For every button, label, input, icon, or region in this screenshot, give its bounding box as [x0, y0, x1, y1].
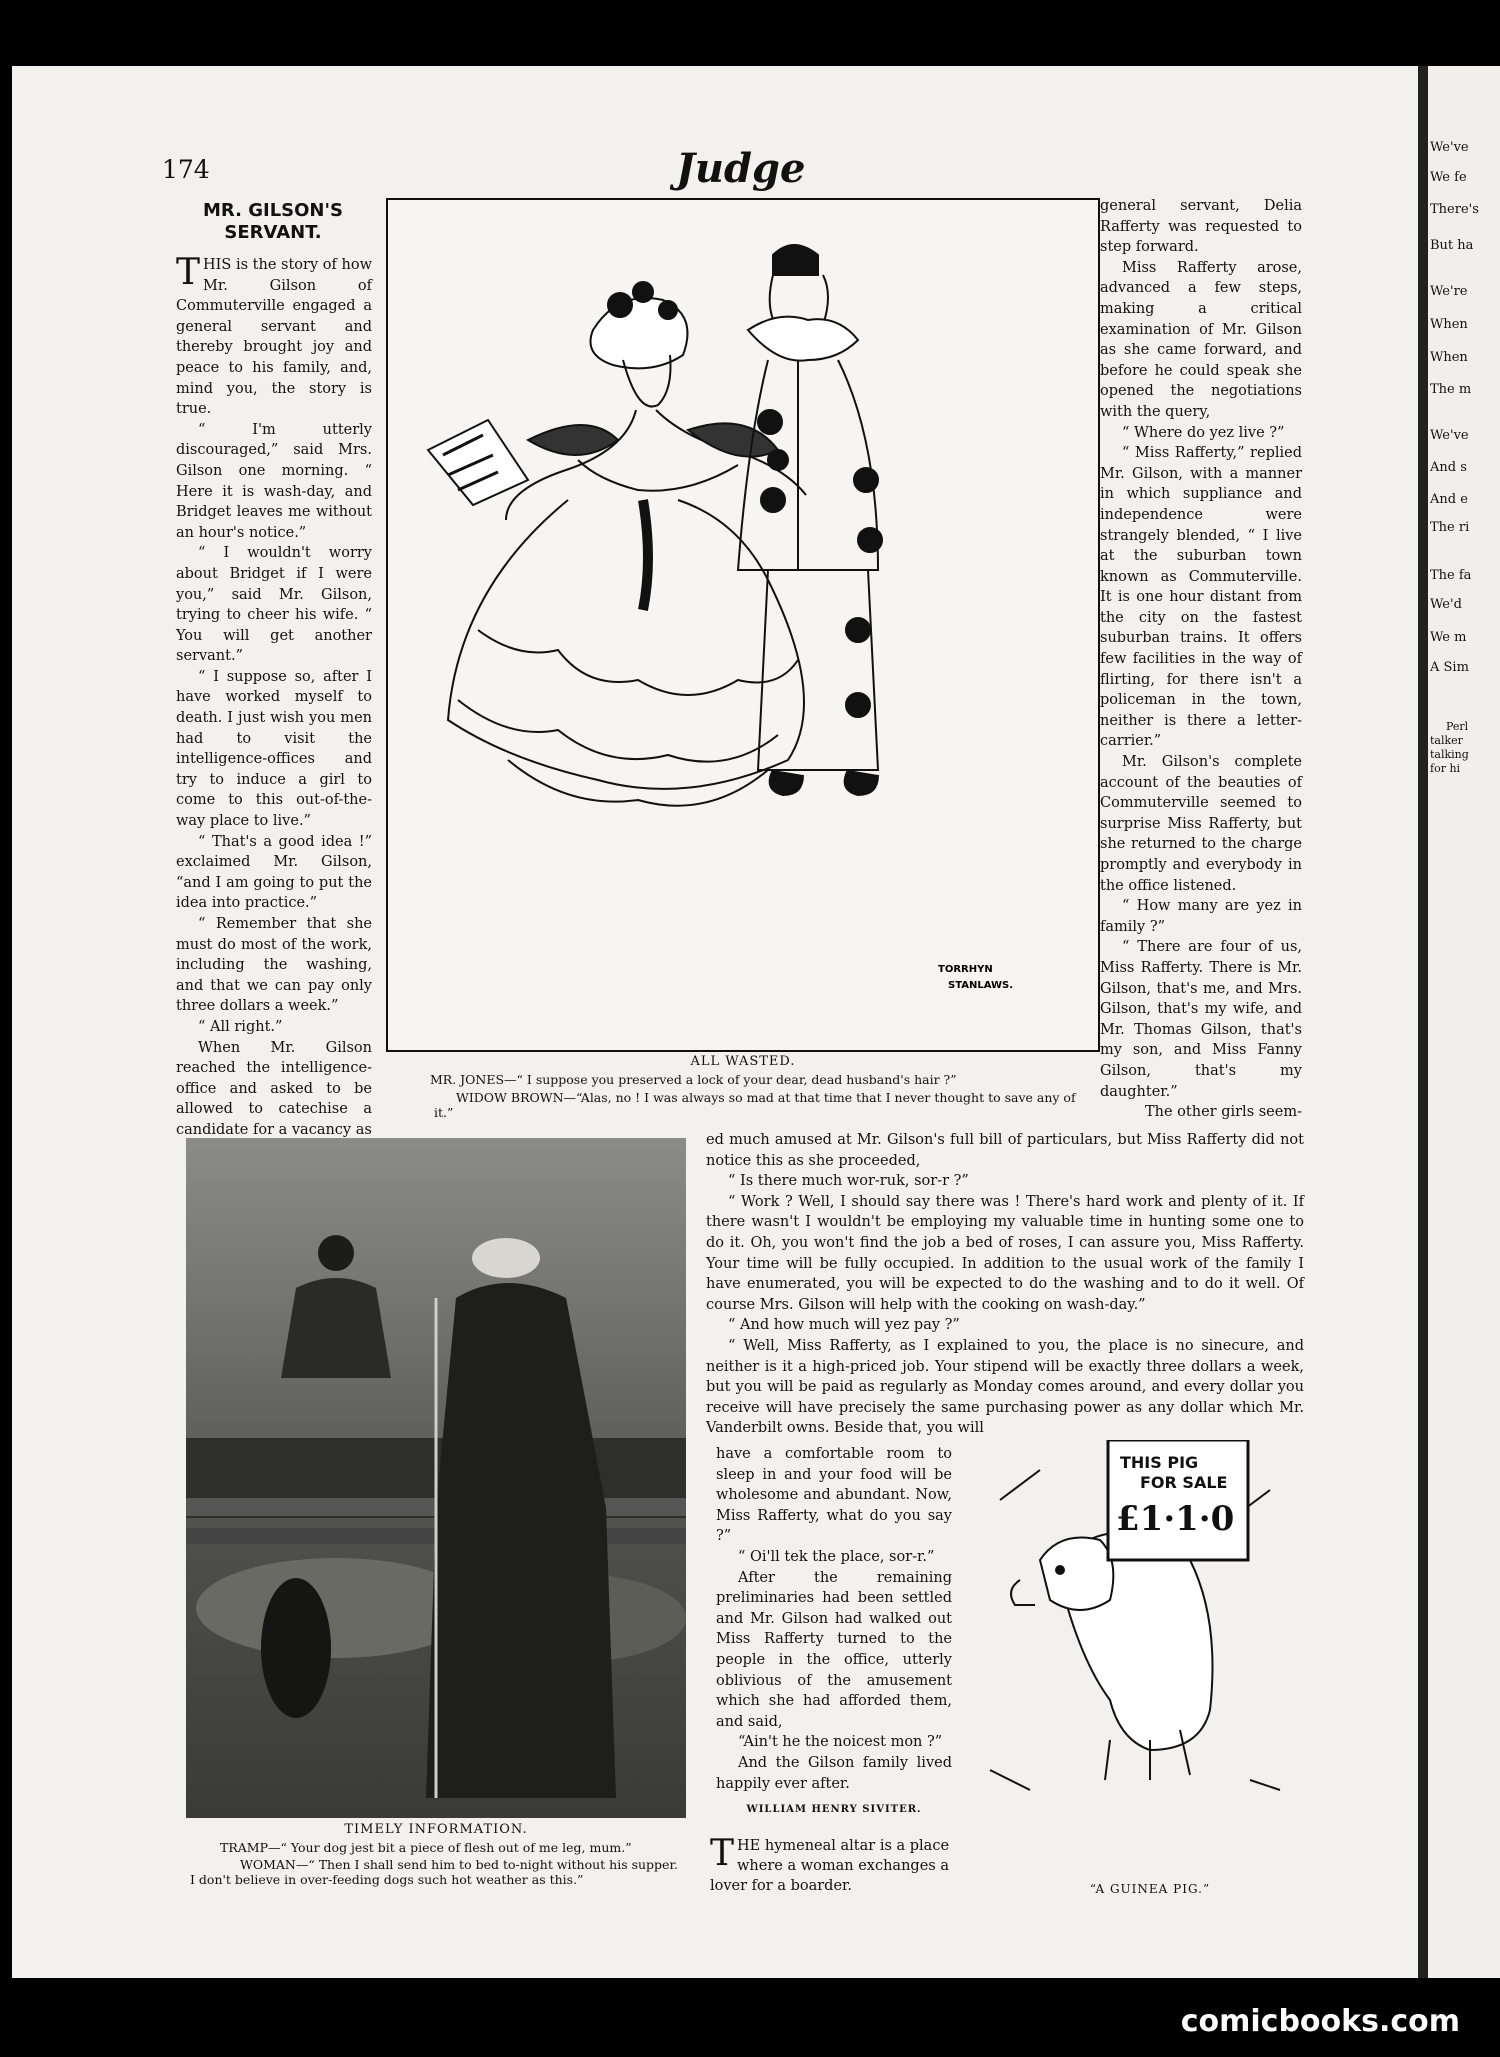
pig-sign-line2: FOR SALE [1140, 1473, 1228, 1492]
binding-gutter [1418, 66, 1428, 1978]
story-paragraph: THIS is the story of how Mr. Gilson of Commuterville engaged a general servant and thereby brought joy and peace to his family, and, mind you, the story is true. [176, 252, 372, 418]
next-page-small-line: Perl [1446, 720, 1469, 733]
pig-caption: “A GUINEA PIG.” [1089, 1882, 1211, 1896]
page-number: 174 [162, 155, 210, 184]
story-column-3 [1100, 196, 1302, 1123]
next-page-line: We'd [1430, 597, 1462, 612]
artist-signature-line2: STANLAWS. [948, 980, 1014, 991]
masthead-logo: Judge [676, 145, 806, 192]
story-paragraph: “ That's a good idea !” exclaimed Mr. Gilson, “and I am going to put the idea into practice.” [176, 833, 372, 912]
photo-illustration [186, 1138, 686, 1818]
drop-cap: T [176, 252, 201, 293]
filler-paragraph: THE hymeneal altar is a place where a woman exchanges a lover for a boarder. [710, 1833, 950, 1894]
story-narrow-column [716, 1444, 952, 1821]
story-paragraph: “ Where do yez live ?” [1122, 424, 1285, 441]
cartoon-dialogue-2: WIDOW BROWN—“Alas, no ! I was always so mad at that time that I never thought to save any of it.” [434, 1090, 1076, 1120]
story-paragraph: After the remaining preliminaries had been settled and Mr. Gilson had walked out Miss Rafferty turned to the people in the office, utterly oblivious of the amusement which she had afforded them, and said, [716, 1569, 952, 1730]
cartoon-all-wasted [386, 198, 1100, 1052]
story-paragraph: “Ain't he the noicest mon ?” [738, 1734, 943, 1751]
cartoon-guinea-pig [980, 1440, 1310, 1850]
story-paragraph: When Mr. Gilson reached the intelligence-office and asked to be allowed to catechise a candidate for a vacancy as [176, 1039, 372, 1138]
next-page-line: The m [1430, 382, 1472, 397]
cartoon-dialogue-1: MR. JONES—“ I suppose you preserved a lock of your dear, dead husband's hair ?” [430, 1072, 957, 1087]
next-page-small-line: talker [1430, 734, 1463, 747]
story-wide-column [706, 1130, 1304, 1439]
story-paragraph: “ Oi'll tek the place, sor-r.” [738, 1548, 935, 1565]
story-paragraph: Miss Rafferty arose, advanced a few steps, making a critical examination of Mr. Gilson as she came forward, and before he could speak she opened the negotiations with the query, [1100, 259, 1302, 420]
next-page-line: The ri [1430, 520, 1470, 535]
photo-caption-title: TIMELY INFORMATION. [344, 1822, 528, 1837]
cartoon-illustration [388, 200, 1098, 1050]
next-page-line: We fe [1430, 170, 1467, 185]
story-paragraph: “ I'm utterly discouraged,” said Mrs. Gilson one morning. “ Here it is wash-day, and Bridget leaves me without an hour's notice.” [176, 421, 372, 541]
pig-sign-price: £1·1·0 [1116, 1499, 1235, 1539]
story-paragraph: “ I wouldn't worry about Bridget if I were you,” said Mr. Gilson, trying to cheer his wife. “ You will get another servant.” [176, 545, 372, 665]
story-paragraph: have a comfortable room to sleep in and your food will be wholesome and abundant. Now, Miss Rafferty, what do you say ?” [716, 1446, 952, 1545]
next-page-line: And s [1430, 460, 1467, 475]
story-paragraph: “ Is there much wor-ruk, sor-r ?” [728, 1173, 969, 1190]
story-title: MR. GILSON'S SERVANT. [203, 200, 343, 243]
drop-cap: T [710, 1833, 735, 1874]
next-page-line: But ha [1430, 238, 1474, 253]
story-paragraph: “ How many are yez in family ?” [1100, 898, 1302, 935]
story-paragraph: “ All right.” [198, 1018, 283, 1035]
next-page-line: When [1430, 317, 1468, 332]
cartoon-caption-title: ALL WASTED. [690, 1054, 796, 1069]
story-paragraph: The other girls seem- [1144, 1104, 1302, 1121]
next-page-small-line: talking [1430, 748, 1469, 761]
next-page-small-line: for hi [1430, 762, 1461, 775]
next-page-edge [1428, 66, 1500, 1978]
story-paragraph: “ There are four of us, Miss Rafferty. There is Mr. Gilson, that's me, and Mrs. Gilson, that's my wife, and Mr. Thomas Gilson, that's my son, and Miss Fanny Gilson, that's my daughter.” [1100, 939, 1302, 1100]
story-paragraph: general servant, Delia Rafferty was requested to step forward. [1100, 198, 1302, 256]
story-paragraph: And the Gilson family lived happily ever after. [716, 1754, 952, 1792]
story-paragraph: ed much amused at Mr. Gilson's full bill of particulars, but Miss Rafferty did not notice this as she proceeded, [706, 1132, 1304, 1169]
next-page-line: A Sim [1430, 660, 1469, 675]
story-column-1 [176, 252, 372, 1141]
next-page-line: We've [1430, 140, 1469, 155]
photo-dialogue-2: WOMAN—“ Then I shall send him to bed to-night without his supper. I don't believe in over-feeding dogs such hot weather as this.” [190, 1857, 679, 1887]
next-page-line: When [1430, 350, 1468, 365]
artist-signature-line1: TORRHYN [938, 964, 993, 975]
story-paragraph: “ I suppose so, after I have worked myself to death. I just wish you men had to visit the intelligence-offices and try to induce a girl to come to this out-of-the-way place to live.” [176, 668, 372, 830]
pig-illustration [980, 1440, 1310, 1850]
story-paragraph: Mr. Gilson's complete account of the beauties of Commuterville seemed to surprise Miss Rafferty, but she returned to the charge promptly and everybody in the office listened. [1100, 754, 1302, 894]
watermark: comicbooks.com [1180, 2004, 1460, 2039]
next-page-line: The fa [1430, 568, 1472, 583]
story-paragraph: “ Miss Rafferty,” replied Mr. Gilson, with a manner in which suppliance and independence were strangely blended, “ I live at the suburban town known as Commuterville. It is one hour distant from the city on the fastest suburban trains. It offers few facilities in the way of flirting, for there isn't a policeman in the town, neither is there a letter-carrier.” [1100, 445, 1302, 750]
next-page-line: We m [1430, 630, 1467, 645]
story-paragraph: “ Well, Miss Rafferty, as I explained to you, the place is no sinecure, and neither is it a high-priced job. Your stipend will be exactly three dollars a week, but you will be paid as regularly as Monday comes around, and every dollar you receive will have precisely the same purchasing power as any dollar which Mr. Vanderbilt owns. Beside that, you will [706, 1337, 1304, 1437]
next-page-line: And e [1430, 492, 1468, 507]
story-paragraph: “ And how much will yez pay ?” [728, 1317, 960, 1334]
story-byline: WILLIAM HENRY SIVITER. [746, 1804, 922, 1816]
pig-sign-line1: THIS PIG [1120, 1453, 1199, 1472]
story-paragraph: “ Work ? Well, I should say there was ! There's hard work and plenty of it. If there wasn't I wouldn't be employing my valuable time in hunting some one to do it. Oh, you won't find the job a bed of roses, I can assure you, Miss Rafferty. Your time will be fully occupied. In addition to the usual work of the family I have enumerated, you will be expected to do the washing and to do it well. Of course Mrs. Gilson will help with the cooking on wash-day.” [706, 1193, 1304, 1313]
next-page-line: There's [1430, 202, 1479, 217]
story-paragraph: “ Remember that she must do most of the work, including the washing, and that we can pay only three dollars a week.” [176, 916, 372, 1015]
next-page-line: We're [1430, 284, 1468, 299]
next-page-line: We've [1430, 428, 1469, 443]
photo-dialogue-1: TRAMP—“ Your dog jest bit a piece of flesh out of me leg, mum.” [220, 1840, 632, 1855]
photo-timely-information [186, 1138, 686, 1818]
